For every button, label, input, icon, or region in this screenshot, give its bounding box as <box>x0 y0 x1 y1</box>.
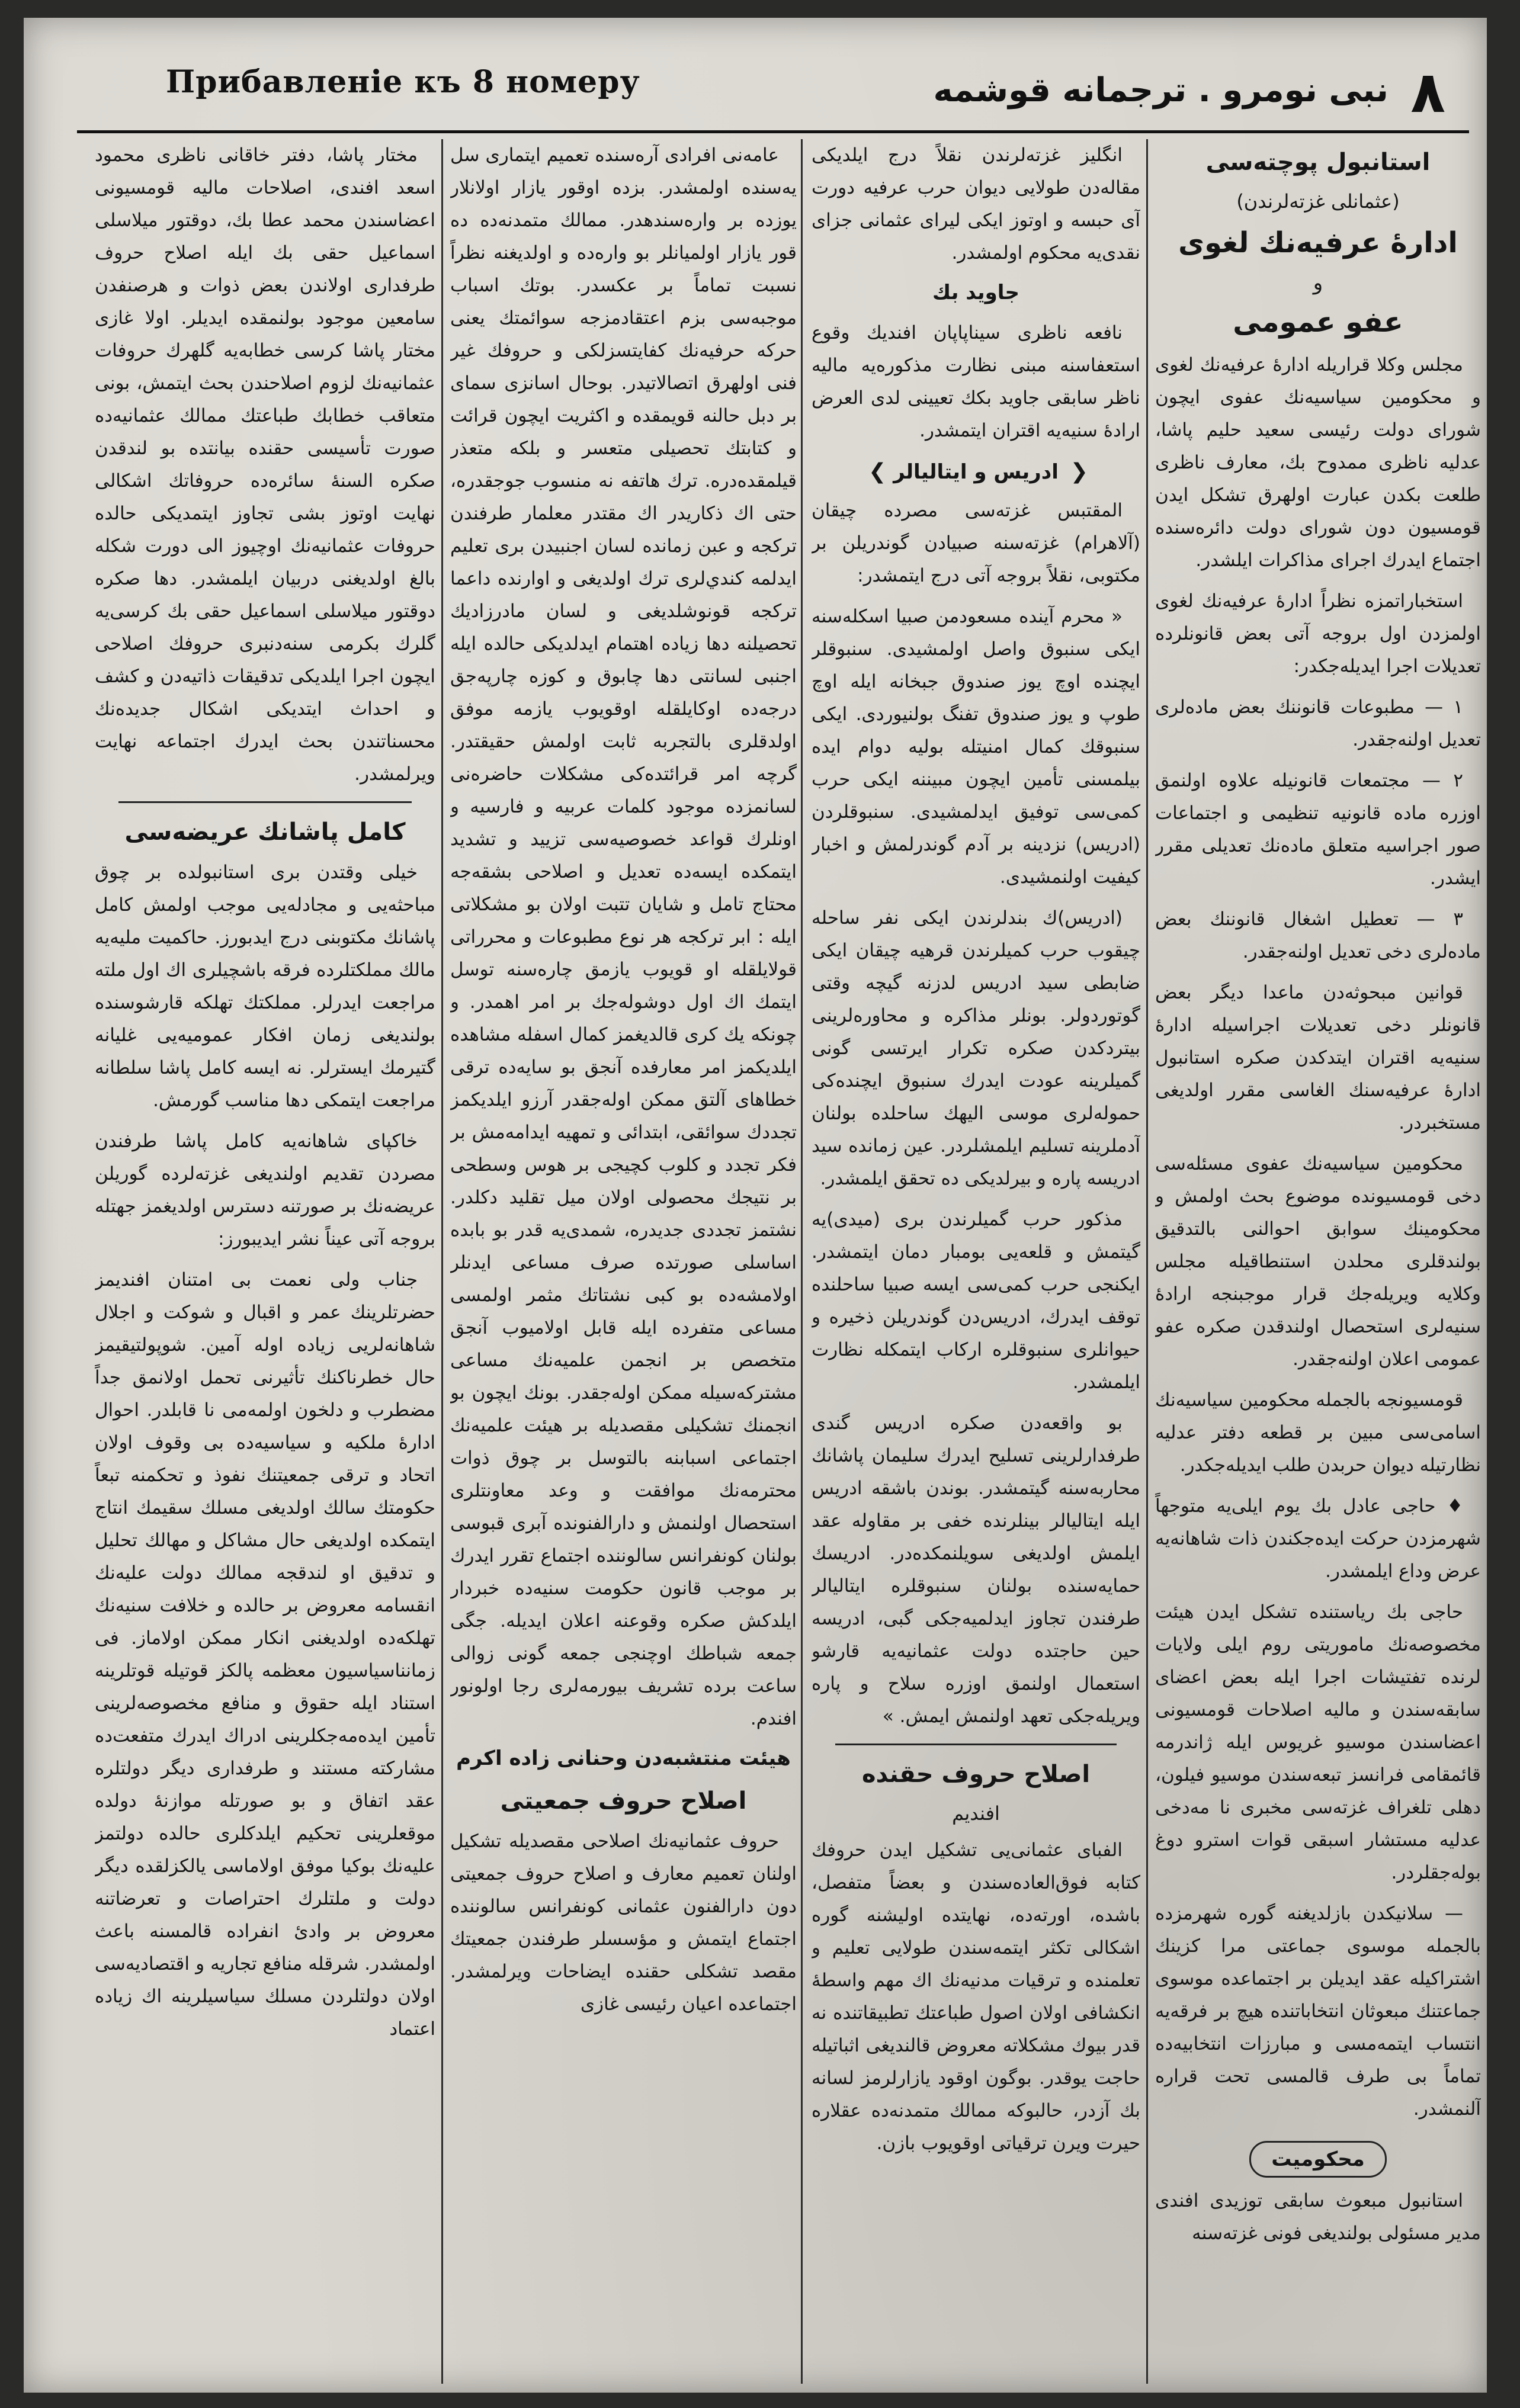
paragraph: الفباى عثمانى‌يى تشكيل ايدن حروفك كتابه فوق‌العاده‌سندن و بعضاً متفصل، باشده، اورته‌ده، نهايتده اوليشنه گوره اشكالى تكثر ايتمه‌سندن طولايى تعليم و تعلمنده و ترقيات مدنيه‌نك اك مهم واسطهٔ انكشافى اولان اصول طباعتك تطبيقاتنده نه قدر بيوك مشكلاته معروض قالنديغى اثباتيله حاجت يوقدر. بوگون اوقود يازارلرمز لسانه بك آزدر، حالبوكه ممالك متمدنه‌ده عقلاره حيرت ويرن ترقياتى اوقويوب بازن. <box>812 1839 1140 2154</box>
paragraph: انگليز غزته‌لرندن نقلاً درج ايلديكى مقاله‌دن طولايى ديوان حرب عرفيه دورت آى حبسه و اوتوز ايكى ليراى عثمانى جزاى نقدى‌يه محكوم اولمشدر. <box>812 145 1140 264</box>
paragraph: ١ — مطبوعات قانوننك بعض ماده‌لرى تعديل اولنه‌جقدر. <box>1155 696 1481 750</box>
paragraph: استانبول مبعوث سابقى توزيدى افندى مدير مسئولى بولنديغى فونى غزته‌سنه <box>1155 2190 1481 2244</box>
ornament-icon: ❯ <box>868 460 887 484</box>
paragraph: (ادريس)ك بندلرندن ايكى نفر ساحله چيقوب حرب كميلرندن قرهيه چيقان ايكى ضابطى سيد ادريس لدزنه گيچه وقتى گوتوردولر. بونلر مذاكره و محاوره‌لرينى بيتردكدن صكره تكرار ايرتسى گونى گميلرينه عودت ايدرك سنبوق ايچنده‌كى حموله‌لرى موسى اليهك ساحلده بولنان آدملرينه تسليم ايلمشلردر. عين زمانده سيد ادريسه پاره و بيرلديكى ده تحقق ايلمشدر. <box>812 907 1140 1189</box>
paragraph: قومسيونجه بالجمله محكومين سياسيه‌نك اسامى‌سى مبين بر قطعه دفتر عدليه نظارتيله ديوان حربدن طلب ايديله‌جكدر. <box>1155 1389 1481 1476</box>
column-divider <box>1146 139 1148 2384</box>
paragraph: قوانين مبحوثه‌دن ماعدا ديگر بعض قانونلر دخى تعديلات اجراسيله ادارهٔ سنيه‌يه اقتران ايتدكدن صكره استانبول ادارهٔ عرفيه‌سنك الغاسى مقرر اولديغى مستخبردر. <box>1155 982 1481 1134</box>
article-title-2: عفو عمومى <box>1233 306 1403 339</box>
paragraph: حروف عثمانيه‌نك اصلاحى مقصديله تشكيل اولنان تعميم معارف و اصلاح حروف جمعيتى دون دارالفنون عثمانى كونفرانس سالوننده اجتماع ايتمش و مؤسسلر طرفندن جمعيتك مقصد تشكلى حقنده ايضاحات ويرلمشدر. اجتماعده اعيان رئيسى غازى <box>450 1831 797 2015</box>
article-heading: اصلاح حروف حقنده <box>861 1761 1091 1788</box>
section-subheading: (عثمانلى غزته‌لرندن) <box>1236 190 1400 213</box>
column-4 <box>95 139 435 2396</box>
column-2 <box>812 139 1140 2396</box>
paragraph: حاجى بك رياستنده تشكل ايدن هيئت مخصوصه‌نك ماموريتى روم ايلى ولايات لرنده تفتيشات اجرا ايله بعض اعضاى سابقه‌سندن و ماليه اصلاحات قومسيونى اعضاسندن موسيو غريوس ايله ژاندرمه قائمقامى فرانسز تبعه‌سندن موسيو فيلون، دهلى تلغراف غزته‌سى مخبرى نا مه‌دخى عدليه مستشار اسبقى قوات استرو دوغ بوله‌جقلردر. <box>1155 1601 1481 1883</box>
column-1 <box>1155 139 1481 2396</box>
article-heading: كامل پاشانك عريضه‌سى <box>124 818 406 846</box>
paragraph: محكومين سياسيه‌نك عفوى مسئله‌سى دخى قومسيونده موضوع بحث اولمش و محكومينك سوابق احوالنى بالتدقيق بولندقلرى محلدن استنطاقيله مجلس وكلايه ويريله‌جك قرار موجبنجه ارادهٔ سنيه‌لرى استحصال اولندقدن صكره عفو عمومى اعلان اولنه‌جقدر. <box>1155 1153 1481 1370</box>
page-number: ٨ <box>1410 59 1445 126</box>
masthead-turkish-title <box>934 59 1445 126</box>
paragraph: استخباراتمزه نظراً ادارهٔ عرفيه‌نك لغوى اولمزدن اول بروجه آتى بعض قانونلرده تعديلات اجرا ايديله‌جكدر: <box>1155 590 1481 677</box>
paragraph: نافعه ناظرى سيناپاپان افنديك وقوع استعفاسنه مبنى نظارت مذكوره‌يه ماليه ناظر سابقى جاويد بكك تعيينى لدى العرض ارادهٔ سنيه‌يه اقتران ايتمشدر. <box>812 322 1140 441</box>
signature: هيئت منتشبه‌دن وحنانى زاده اكرم <box>456 1746 791 1770</box>
masthead-supplement-title: Прибавленіе къ 8 номеру <box>166 64 640 100</box>
paragraph: مذكور حرب گميلرندن برى (ميدى)‌يه گيتمش و قلعه‌يى بومبار دمان ايتمشدر. ايكنجى حرب كمى‌سى ايسه صبيا ساحلنده توقف ايدرك، ادريس‌دن گوندريلن ذخيره و حيوانلرى سنبوقلره اركاب ايتمكله نظارت ايلمشدر. <box>812 1209 1140 1393</box>
paragraph: مختار پاشا، دفتر خاقانى ناظرى محمود اسعد افندى، اصلاحات ماليه قومسيونى اعضاسندن محمد عطا بك، دوقتور ميلاسلى اسماعيل حقى بك ايله اصلاح حروف طرفدارى اولاندن بعض ذوات و هرصنفدن سامعين موجود بولنمقده ايديلر. اولا غازى مختار پاشا كرسى خطابه‌يه گلهرك حروفات عثمانيه‌نك لزوم اصلاحندن بحث ايتمش، بونى متعاقب خطابك طباعتك ممالك عثمانيه‌ده صورت تأسيسى حقنده بيانتده بو لندقدن صكره السنهٔ سائره‌ده حروفاتك اشكالى نهايت اوتوز بشى تجاوز ايتمديكى حالده حروفات عثمانيه‌نك اوچيوز الى دورت شكله بالغ اولديغنى دربيان ايلمشدر. دها صكره دوقتور ميلاسلى اسماعيل حقى بك كرسى‌يه گلرك بكرمى سنه‌دنبرى حروفك اصلاحى ايچون اجرا ايلديكى تدقيقات ذاتيه‌دن و كشف و احداث ايتديكى اشكال جديده‌نك محسناتندن بحث ايدرك اجتماعه نهايت ويرلمشدر. <box>95 145 435 785</box>
article-title-conjunction: و <box>1313 271 1323 295</box>
article-title: ادارهٔ عرفيه‌نك لغوى <box>1178 226 1458 259</box>
paragraph: — سلانيكدن بازلديغنه گوره شهرمزده بالجمله موسوى جماعتى مرا كزينك اشتراكيله عقد ايديلن بر اجتماعده موسوى جماعتنك مبعوثان انتخاباتنده هيچ بر فرقه‌يه انتساب ايتمه‌مسى و مبارزات انتخابيه‌ده تماماً بى طرف قالمسى تحت قراره آلنمشدر. <box>1155 1903 1481 2120</box>
section-heading: استانبول پوچته‌سى <box>1205 149 1431 176</box>
paragraph: خيلى وقتدن برى استانبولده بر چوق مباحثه‌يى و مجادله‌يى موجب اولمش كامل پاشانك مكتوبنى درج ايدبورز. حاكميت مليه‌يه مالك مملكتلرده فرقه باشچيلرى اك اول ملته مراجعت ايدرلر. مملكتك تهلكه قارشوسنده بولنديغى زمان افكار عموميه‌يى غليانه گتيرمك ايسترلر. نه ايسه كامل پاشا سلطانه مراجعت ايتمكى دها مناسب گورمش. <box>95 862 435 1111</box>
signature: جاويد بك <box>932 281 1020 304</box>
salutation: افنديم <box>952 1802 1000 1825</box>
divider-line <box>118 801 412 803</box>
paragraph: مجلس وكلا قراريله ادارهٔ عرفيه‌نك لغوى و محكومين سياسيه‌نك عفوى ايچون شوراى دولت رئيسى سعيد حليم پاشا، عدليه ناظرى ممدوح بك، معارف ناظرى طلعت بكدن عبارت اولهرق تشكل ايدن قومسيون دون شوراى دولت دائره‌سنده اجتماع ايدرك اجراى مذاكرات ايلشدر. <box>1155 354 1481 571</box>
masthead-turkish-text: نبى نومرو . ترجمانه قوشمه <box>933 71 1388 110</box>
paragraph: المقتبس غزته‌سى مصرده چيقان (آلاهرام) غزته‌سنه صبيادن گوندريلن بر مكتوبى، نقلاً بروجه آتى درج ايتمشدر: <box>812 500 1140 586</box>
paragraph: بو واقعه‌دن صكره ادريس گندى طرفدارلرينى تسليح ايدرك سليمان پاشانك محاربه‌سنه گيتمشدر. بوندن باشقه ادريس ايله ايتاليالر بينلرنده خفى بر مقاوله عقد ايلمش اولديغى سويلنمكده‌در. ادريسك حمايه‌سنده بولنان سنبوقلره ايتاليالر طرفندن تجاوز ايدلميه‌جكى گبى، ادريسه حين حاجتده دولت عثمانيه‌يه قارشو استعمال اولنمق اوزره سلاح و پاره ويريله‌جكى تعهد اولنمش ايمش. » <box>812 1412 1140 1727</box>
masthead <box>77 53 1469 133</box>
divider-line <box>835 1744 1117 1745</box>
column-divider <box>801 139 803 2384</box>
column-3 <box>450 139 797 2396</box>
paragraph: ٢ — مجتمعات قانونيله علاوه اولنمق اوزره ماده قانونيه تنظيمى و اجتماعات صور اجراسيه متعلق ماده‌نك تعديلى مقرر ايشدر. <box>1155 770 1481 889</box>
box-heading-wrap <box>1155 2134 1481 2185</box>
box-heading: محكوميت <box>1249 2141 1387 2178</box>
paragraph: ♦ حاجى عادل بك يوم ايلى‌يه متوجهاً شهرمزدن حركت ايده‌جكندن ذات شاهانه‌يه عرض وداع ايلمشدر. <box>1155 1495 1481 1582</box>
paragraph: عامه‌نى افرادى آره‌سنده تعميم ايتمارى سل يه‌سنده اولمشدر. بزده اوقور يازار اولانلار يوزده بر واره‌سندهدر. ممالك متمدنه‌ده ده قور يازار اولميانلر بو واره‌ده و اولديغنه نظراً نسبت تماماً بر عكسدر. بوتك اسباب موجبه‌سى بزم اعتقادمزجه سوائمتك يعنى حركه حرفيه‌نك كفايتسزلكى و حروفك غير فنى اولهرق اتصالاتيدر. بوحال اسانزى سماى بر دبل حالنه قويمقده و اكثريت ايچون قرائت و كتابتك تحصيلى متعسر و بلكه متعذر قيلمقده‌دره. ترك هاتفه نه منسوب جوجقدره، حتى اك ذكاريدر اك مقتدر معلمار طرفندن تركجه و عبن زمانده لسان اجنبيدن برى تعليم ايدلمه كندي‌لرى ترك اولديغى و اوارنده داعما تركجه قونوشلديغى و لسان مادرزاديك تحصيلنه دها زياده اهتمام ايدلديكى حالده ايله اجنبى لسانتى دها چابوق و كوزه چارپه‌جق درجه‌ده اوكايلقله اوقويوب يازمه موفق اولدقلرى بالتجربه ثابت اولمش حقيقتدر. گرچه امر قرائتده‌كى مشكلات حاضره‌نى لسانمزده موجود كلمات عربيه و فارسيه و اونلرك قواعد خصوصيه‌سى تزييد و تشديد ايتمكده ايسه‌ده تعديل و اصلاحى بشقه‌جه محتاج تامل و شايان تتبت اولان بو مشكلاتى ايله : ابر تركجه هر نوع مطبوعات و محرراتى قولايلقله او قويوب يازمق چاره‌سنه توسل ايتمك اك اول دوشوله‌جك بر امر اهمدر. و چونكه يك كرى قالديغمز كمال اسفله مشاهده ايلديكمز امر معارفده آنجق بو سايه‌ده ترقى خطاهاى آلتق ممكن اوله‌جقدر آرزو ايلديكمز تجددك سوائقى، ابتدائى و تمهيه ايدامه‌مش بر فكر تجدد و كلوب كچيجى بر هوس وسطحى بر نتيجك محصولى اولان ميل تقليد دكلدر. نشتمز تجددى جديدره، شمدى‌يه قدر بو بابده اساسلى صورتده صرف مساعى ايدنلر اولامشه‌ده بو كبى نشتاتك مثمر اولمسى مساعى متفرده ايله قابل اولاميوب آنجق متخصص بر انجمن علميه‌نك مساعى مشتركه‌سيله ممكن اوله‌جقدر. بونك ايچون بو انجمنك تشكيلى مقصديله بر هيئت علميه‌نك اجتماعى اسبابنه بالتوسل بر چوق ذوات محترمه‌نك موافقت و وعد معاونتلرى استحصال اولنمش و دارالفنونده آبرى قبوسى بولنان كونفرانس سالوننده اجتماع تقرر ايدرك بر موجب قانون حكومت سنيه‌ده خبردار ايلدكش صكره وقوعنه اعلان ايديله. جگى جمعه شباطك اوچنجى جمعه گونى زوالى ساعت برده تشريف بيورمه‌لرى رجا اولونور افندم. <box>450 145 797 1729</box>
ornament-icon: ❮ <box>1070 460 1088 484</box>
paragraph: جناب ولى نعمت بى امتنان افنديمز حضرتلرينك عمر و اقبال و شوكت و اجلال شاهانه‌لريى زياده اوله آمين. شوپولتيقيمز حال خطرناكنك تأثيرنى تحمل اولانمق جداً مضطرب و دلخون اولمه‌مى نا قابلدر. احوال ادارهٔ ملكيه و سياسيه‌ده بى وقوف اولان اتحاد و ترقى جمعيتنك نفوذ و تحكمنه تبعاً حكومتك سالك اولديغى مسلك سقيمك انتاج ايتمكده اولديغى حال مشاكل و مهالك تحليل و تدقيق او لندقجه ممالك دولت عليه‌نك انقسامه معروض بر حالده و خلافت سنيه‌نك تهلكه‌ده اولديغنى انكار ممكن اولاماز. فى زمانناسياسيون معظمه پالكز قوتيله قوتلرينه استناد ايله حقوق و منافع مخصوصه‌لرينى تأمين ايده‌مه‌جكلرينى ادراك ايدرك متفعت‌ده مشاركته مستند و طرفدارى ديگر دولتلره عقد اتفاق و بو صورتله موازنهٔ دولده موقعلرينى تحكيم ايلدكلرى حالده دولتمز عليه‌نك بوكيا موفق اولاماسى يالكزلقده ديگر دولت و ملتلرك احتراصات و تعرضاتنه معروض بر وادئ انفراده قالمسنه باعث اولمشدر. شرقله منافع تجاريه و اقتصاديه‌سى اولان دولتلردن مسلك سياسيلرينه اك زياده اعتماد <box>95 1269 435 2040</box>
article-heading: اصلاح حروف جمعيتى <box>500 1787 747 1815</box>
paragraph: « محرم آينده مسعودمن صبيا اسكله‌سنه ايكى سنبوق واصل اولمشيدى. سنبوقلر ايچنده اوچ يوز صندوق جبخانه ايله اوچ طوپ و يوز صندوق تفنگ بولنيوردى. ايكى سنبوقك كمال امنيتله بوليه دوام ايده بيلمسنى تأمين ايچون مبيننه ايكى حرب كمى‌سى توفيق ايدلمشيدى. سنبوقلردن (ادريس) نزدينه بر آدم گوندرلمش و اخبار كيفيت اولنمشيدى. <box>812 606 1140 888</box>
paragraph: ٣ — تعطيل اشغال قانوننك بعض ماده‌لرى دخى تعديل اولنه‌جقدر. <box>1155 908 1481 962</box>
paragraph: خاكپاى شاهانه‌يه كامل پاشا طرفندن مصردن تقديم اولنديغى غزته‌لرده گوريلن عريضه‌نك بر صورتنه دسترس اولديغمز جهتله بروجه آتى عيناً نشر ايديبورز: <box>95 1131 435 1250</box>
flourish-heading <box>812 455 1140 489</box>
newspaper-page <box>24 18 1487 2393</box>
flourish-heading-text: ادريس و ايتاليالر <box>893 460 1059 484</box>
column-divider <box>441 139 443 2384</box>
